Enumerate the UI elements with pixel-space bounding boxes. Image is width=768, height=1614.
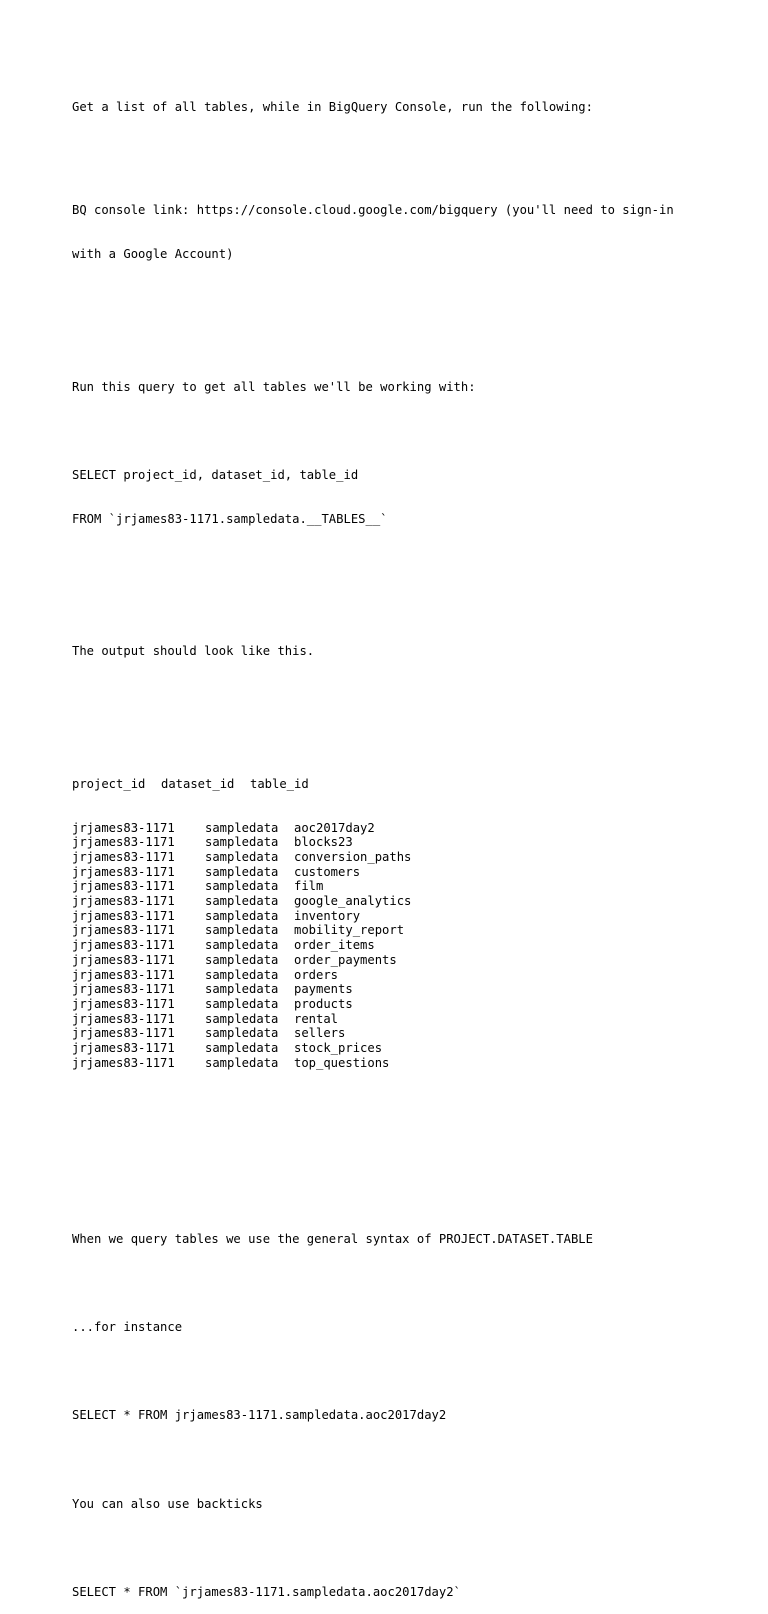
example-query-2: SELECT * FROM `jrjames83-1171.sampledata.aoc2017day2` [72,1584,461,1599]
table-cell: inventory [294,908,361,923]
table-row [72,1056,702,1071]
table-cell: jrjames83-1171 [72,967,175,982]
table-cell: jrjames83-1171 [72,835,175,850]
table-row [72,835,702,850]
table-cell: sampledata [205,923,279,938]
table-cell: sampledata [205,820,279,835]
table-row [72,1026,702,1041]
table-cell: sampledata [205,1026,279,1041]
table-cell: jrjames83-1171 [72,952,175,967]
bq-link-text-line1: BQ console link: https://console.cloud.google.com/bigquery (you'll need to sign-in [72,203,674,218]
table-row [72,953,702,968]
column-header: project_id [72,776,146,791]
table-cell: sampledata [205,835,279,850]
table-row [72,850,702,865]
table-cell: jrjames83-1171 [72,1011,175,1026]
syntax-note-text: When we query tables we use the general syntax of PROJECT.DATASET.TABLE [72,1232,593,1247]
table-cell: customers [294,864,361,879]
table-cell: film [294,879,324,894]
table-cell: jrjames83-1171 [72,1040,175,1055]
table-cell: jrjames83-1171 [72,996,175,1011]
table-cell: order_items [294,938,375,953]
backticks-note-text: You can also use backticks [72,1496,263,1511]
table-cell: sampledata [205,982,279,997]
table-row [72,909,702,924]
table-cell: jrjames83-1171 [72,820,175,835]
run-query-text: Run this query to get all tables we'll be working with: [72,379,476,394]
table-cell: sampledata [205,938,279,953]
table-cell: payments [294,982,353,997]
table-cell: jrjames83-1171 [72,908,175,923]
table-cell: mobility_report [294,923,405,938]
table-cell: sampledata [205,1040,279,1055]
table-row [72,968,702,983]
table-cell: jrjames83-1171 [72,923,175,938]
table-cell: stock_prices [294,1040,383,1055]
table-cell: orders [294,967,339,982]
table-cell: rental [294,1011,339,1026]
table-cell: google_analytics [294,894,412,909]
table-cell: sampledata [205,952,279,967]
table-cell: jrjames83-1171 [72,982,175,997]
table-header-row [72,777,702,792]
for-instance-text: ...for instance [72,1320,183,1335]
table-cell: sampledata [205,864,279,879]
table-cell: sellers [294,1026,346,1041]
table-row [72,982,702,997]
table-row [72,997,702,1012]
table-cell: jrjames83-1171 [72,879,175,894]
table-cell: products [294,996,353,1011]
table-cell: jrjames83-1171 [72,938,175,953]
table-cell: jrjames83-1171 [72,850,175,864]
table-row [72,821,702,836]
table-cell: sampledata [205,850,279,864]
table-row [72,865,702,880]
query-line-2: FROM `jrjames83-1171.sampledata.__TABLES__` [72,511,388,526]
table-cell: blocks23 [294,835,353,850]
intro-text: Get a list of all tables, while in BigQuery Console, run the following: [72,100,593,115]
column-header: table_id [250,776,309,791]
table-row [72,894,702,909]
table-cell: top_questions [294,1055,390,1070]
table-cell: conversion_paths [294,850,412,864]
table-cell: jrjames83-1171 [72,864,175,879]
table-cell: order_payments [294,952,397,967]
table-row [72,923,702,938]
document-body [72,71,702,1614]
table-cell: jrjames83-1171 [72,1026,175,1041]
column-header: dataset_id [161,776,235,791]
table-row [72,1012,702,1027]
table-row [72,879,702,894]
table-cell: jrjames83-1171 [72,1055,175,1070]
table-cell: sampledata [205,879,279,894]
table-row [72,1041,702,1056]
table-cell: aoc2017day2 [294,820,375,835]
tables-output [72,747,702,1100]
bq-link-text-line2: with a Google Account) [72,247,234,262]
table-row [72,938,702,953]
output-intro-text: The output should look like this. [72,644,315,659]
table-cell: jrjames83-1171 [72,894,175,909]
table-cell: sampledata [205,1055,279,1070]
query-line-1: SELECT project_id, dataset_id, table_id [72,467,359,482]
table-cell: sampledata [205,908,279,923]
table-cell: sampledata [205,996,279,1011]
table-cell: sampledata [205,967,279,982]
table-cell: sampledata [205,894,279,909]
example-query-1: SELECT * FROM jrjames83-1171.sampledata.aoc2017day2 [72,1408,447,1423]
table-cell: sampledata [205,1011,279,1026]
